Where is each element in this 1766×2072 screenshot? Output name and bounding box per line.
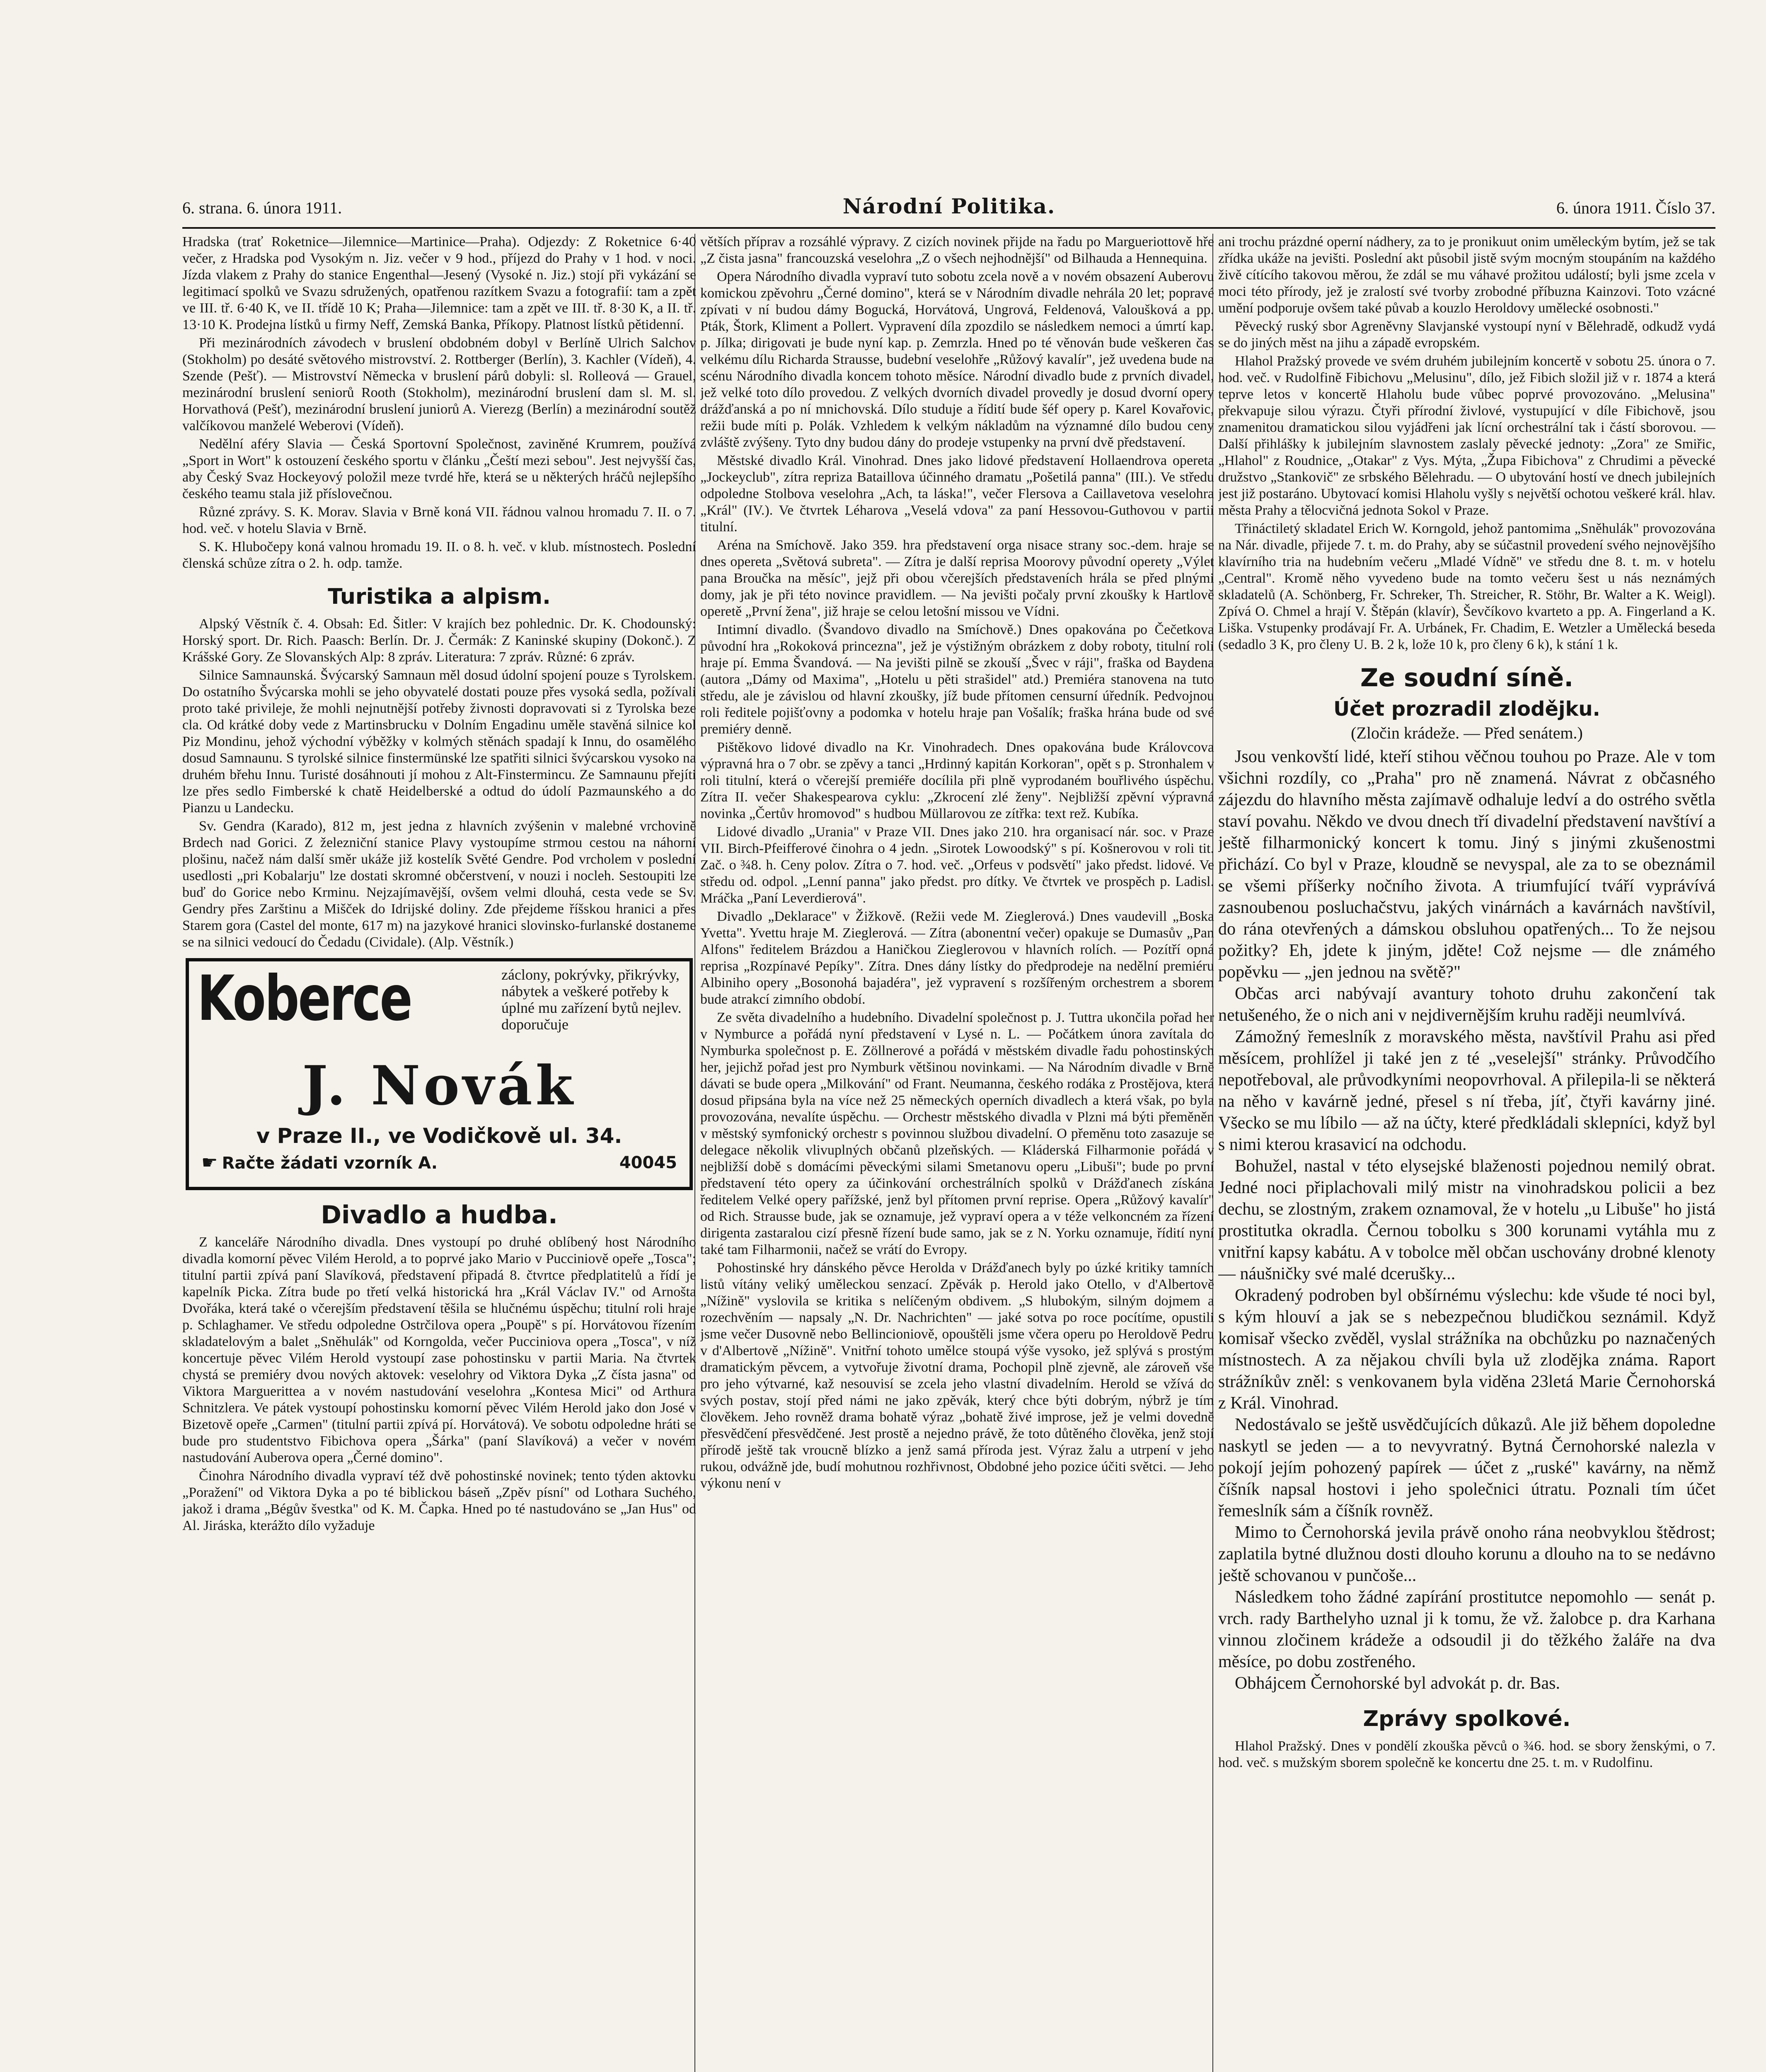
ad-headline: Koberce [197, 963, 411, 1035]
article-paragraph: Při mezinárodních závodech v bruslení obdobném dobyl v Berlíně Ulrich Salchov (Stokholm) po desáté světového mistrovství. 2. Rottberger (Berlín), 3. Kachler (Vídeň), 4. Szende (Pešť). — Mistrovství Německa v bruslení párů dobyli: sl. Rolleová — Grauel, mezinárodní bruslení seniorů Rooth (Stokholm), mezinárodní bruslení dam sl. M. sl. Horvathová (Pešť), mezinárodní bruslení juniorů A. Vierezg (Berlín) a mezinárodní soutěž valčíkovou manželé Weberovi (Vídeň). [182, 335, 696, 433]
column-2 [700, 234, 1214, 2072]
header-issue-number: 6. února 1911. Číslo 37. [1556, 198, 1715, 217]
article-paragraph: Obhájcem Černohorské byl advokát p. dr. Bas. [1235, 1674, 1560, 1693]
article-paragraph: Opera Národního divadla vypraví tuto sobotu zcela nově a v novém obsazení Auberovu komickou zpěvohru „Černé domino", která se v Národním divadle nehrála 20 let; popravé zpívati v ní budou dámy Bogucká, Horvátová, Ungrová, Feldenová, Valoušková a pp. Pták, Štork, Kliment a Pollert. Vypravení díla zpozdilo se následkem nemoci a úmrtí kap. p. Jílka; dirigovati je bude nyní kap. p. Zemrzla. Hned po té věnován bude veškeren čas velkému dílu Richarda Strausse, budební veselohře „Růžový kavalír", jež uvedena bude na scénu Národního divadla koncem tohoto měsíce. Národní divadlo bude z prvních divadel, jež velké toto dílo provedou. Z velkých dvorních divadel provedly je dosud dvorní opery drážďanská a po ní mnichovská. Dílo studuje a řídití bude šéf opery p. Karel Kovařovic, režii bude míti p. Polák. Vzhledem k velkým nákladům na významné dílo budou ceny zvláště zvýšeny. Tyto dny budou dány do prodeje vstupenky na první dvě představení. [700, 269, 1214, 450]
article-paragraph: Divadlo „Deklarace" v Žižkově. (Režii vede M. Zieglerová.) Dnes vaudevill „Boska Yvetta". Yvettu hraje M. Zieglerová. — Zítra (abonentní večer) opakuje se Dumasův „Pan Alfons" ředitelem Brázdou a Haničkou Zieglerovou v hlavních rolích. — Pozítří opná reprisa „Rozpínavé Pepíky". Zítra. Dnes dány lístky do předprodeje na nedělní premiéru Albiniho opery „Bosonohá bajadéra", jež vypravení s rozšířeným orchestrem a sborem bude atrakcí zimního období. [700, 909, 1214, 1007]
article-paragraph: Silnice Samnaunská. Švýcarský Samnaun měl dosud údolní spojení pouze s Tyrolskem. Do ostatního Švýcarska mohli se jeho obyvatelé dostati pouze přes vysoká sedla, požívali proto také privileje, že mohli nejnutnější potřeby živnosti dopravovati si z Tyrolska beze cla. Od krátké doby vede z Martinsbrucku v Dolním Engadinu uměle stavěná silnice kol Piz Mondinu, jehož východní výběžky v kolmých stěnách spadají k Innu, do osamělého dosud Samnaunu. S tyrolské silnice finstermünské lze spatřiti silnici švýcarskou vysoko na druhém břehu Innu. Turisté dosáhnouti jí mohou z Alt-Finstermincu. Ze Samnaunu přejíti lze přes sedlo Fimberské k chatě Heidelberské a odtud do údolí Pazmaunského a do Pianzu u Landecku. [182, 668, 696, 816]
article-paragraph: Pěvecký ruský sbor Agreněvny Slavjanské vystoupí nyní v Bělehradě, odkudž vydá se do jiných měst na jihu a západě evropském. [1218, 319, 1715, 351]
header-rule [182, 227, 1715, 229]
article-paragraph: Pohostinské hry dánského pěvce Herolda v Drážďanech byly po úzké kritiky tamních listů vítány veliký uměleckou senzací. Zpěvák p. Herold jako Otello, v d'Albertově „Nížině" vyslovila se kritika s nelíčeným obdivem. „S hlubokým, silným dojmem a rozechvěním — napsaly „N. Dr. Nachrichten" — jaké sotva po roce pocítíme, opustili jsme večer Dusovně nebo Bellincioniově, opouštěli jsme včera operu po Heroldově Pedru v d'Albertově „Nížině". Vnitřní tohoto umělce stoupá výše vysoko, jež splývá s prostým dramatickým pěvcem, a vytvořuje životní drama, Pochopil plně zjevně, ale zároveň vše pro jeho výtvarné, kaž nesouvisí se zcela jeho vlastní divadelním. Herold se vžívá do svých postav, stojí před námi ne jako zpěvák, který chce býti dobrým, nýbrž je tím člověkem. Jeho rovněž drama bohatě výraz „bohatě živé improse, jež je velmi dovedně přesvědčení přesvědčené. Jest prostě a nejedno právě, že toto důtěného člověka, jenž stojí přírodě ještě tak vroucně blízko a jenž samá příroda jest. Výraz žalu a utrpení v jeho rukou, odvážně jde, budí mohutnou rozhřivnost, Obdobné jeho pozice účiti světci. — Jeho výkonu není v [700, 1260, 1214, 1491]
article-paragraph: Hradska (trať Roketnice—Jilemnice—Martinice—Praha). Odjezdy: Z Roketnice 6·40 večer, z Hradska pod Vysokým n. Jiz. večer v 9 hod., příjezd do Prahy v 1 hod. v noci. Jízda vlakem z Prahy do stanice Engenthal—Jesený (Vysoké n. Jiz.) stojí při vykázání se legitimací spolků ve Svazu sdružených, opatřenou razítkem Svazu a fotografií: tam a zpět ve III. tř. 6·40 K, ve II. třídě 10 K; Praha—Jilemnice: tam a zpět ve III. tř. 8·30 K, a II. tř. 13·10 K. Prodejna lístků u firmy Neff, Zemská Banka, Příkopy. Platnost lístků pětidenní. [182, 234, 696, 332]
article-paragraph: Následkem toho žádné zapírání prostitutce nepomohlo — senát p. vrch. rady Barthelyho uznal ji k tomu, že vž. žalobce p. dra Karhana vinnou zločinem krádeže a odsoudil ji do těžkého žaláře na dva měsíce, po dobu zostřeného. [1218, 1588, 1715, 1671]
ad-footer [201, 1152, 677, 1173]
article-paragraph: Bohužel, nastal v této elysejské blaženosti pojednou nemilý obrat. Jedné noci připlachovali milý mistr na vinohradskou policii a bez dechu, se zlostným, zrakem oznamoval, že v hotelu „u Libuše" ho jistá prostitutka okradla. Černou tobolku s 300 korunami vytáhla mu z vnitřní kapsy kabátu. A v tobolce měl občan uschovány drobné klenoty — náušničky své malé dcerušky... [1218, 1157, 1715, 1283]
article-paragraph: Hlahol Pražský. Dnes v pondělí zkouška pěvců o ¾6. hod. se sbory ženskými, o 7. hod. več. s mužským sborem společně ke koncertu dne 25. t. m. v Rudolfinu. [1218, 1738, 1715, 1770]
ad-description: záclony, pokrývky, přikrývky, nábytek a veškeré potřeby k úplné mu zařízení bytů nejlev. doporučuje [501, 966, 682, 1033]
article-paragraph: Hlahol Pražský provede ve svém druhém jubilejním koncertě v sobotu 25. února o 7. hod. več. v Rudolfině Fibichovu „Melusinu", dílo, jež Fibich složil již v r. 1874 a která teprve letos v koncertě Hlaholu bude vůbec poprvé provozováno. „Melusina" překvapuje silou výrazu. Čtyři přírodní živlové, vystupující v díle Fibichově, jsou znamenitou dramatickou silou vyjádřeni jak lícní orchestrální tak i částí sborovou. — Další přihlášky k jubilejním slavnostem zaslaly pěvecké jednoty: „Zora" ze Smiřic, „Hlahol" z Roudnice, „Otakar" z Vys. Mýta, „Župa Fibichova" z Chrudimi a pěvecké družstvo „Stankovič" ze srbského Bělehradu. — O ubytování hostí ve dnech jubilejních jest již postaráno. Ubytovací komisi Hlaholu vyšly s největší ochotou veškeré král. hlav. města Prahy a tělocvičná jednota Sokol v Praze. [1218, 353, 1715, 518]
advertisement-koberce [186, 958, 693, 1190]
article-paragraph: Třináctiletý skladatel Erich W. Korngold, jehož pantomima „Sněhulák" provozována na Nár. divadle, přijede 7. t. m. do Prahy, aby se súčastnil provedení svého nejnovějšího klavírního tria na hudebním večeru „Mladé Vídně" ve středu dne 8. t. m. v hotelu „Central". Kromě něho vyvedeno bude na tomto večeru šest u nás neznámých skladatelů (A. Schönberg, Fr. Schreker, Th. Streicher, R. Stöhr, Br. Walter a K. Weigl). Zpívá O. Chmel a hrají V. Štěpán (klavír), Ševčíkovo kvarteto a pp. A. Fingerland a K. Liška. Vstupenky prodávají Fr. A. Urbánek, Fr. Chadim, E. Wetzler a Umělecká beseda (sedadlo 3 K, pro členy U. B. 2 k, lože 10 k, pro členy 6 k), k stání 1 k. [1218, 521, 1715, 652]
article-paragraph: Alpský Věstník č. 4. Obsah: Ed. Šitler: V krajích bez pohlednic. Dr. K. Chodounský: Horský sport. Dr. Rich. Paasch: Berlín. Dr. J. Čermák: Z Kaninské skupiny (Dokonč.). Z Krášské Gory. Ze Slovanských Alp: 8 zpráv. Literatura: 7 zpráv. Různé: 6 zpráv. [182, 616, 696, 665]
article-subheading: (Zločin krádeže. — Před senátem.) [1351, 724, 1583, 742]
header-page-date: 6. strana. 6. února 1911. [182, 198, 342, 217]
section-title-clubs: Zprávy spolkové. [1363, 1706, 1571, 1731]
ad-company-name: J. Novák [302, 1054, 576, 1117]
column-1 [182, 234, 696, 2072]
article-paragraph: Z kanceláře Národního divadla. Dnes vystoupí po druhé oblíbený host Národního divadla komorní pěvec Vilém Herold, a to poprvé jako Mario v Pucciniově opeře „Tosca"; titulní partii zpívá paní Slavíková, představení připadá 8. čtvrtce předplatitelů a řídí je kapelník Picka. Zítra bude po třetí velká historická hra „Král Václav IV." od Arnošta Dvořáka, která také o včerejším představení těšila se hlučnému úspěchu; titulní roli hraje p. Schlaghamer. Ve středu odpoledne Ostrčilova opera „Poupě" s pí. Horvátovou řízením skladatelovým a balet „Sněhulák" od Korngolda, večer Pucciniova opera „Tosca", v níž koncertuje pěvec Vilém Herold vystoupí zase pohostinsku v partii Maria. Na čtvrtek chystá se premiéry dvou nových aktovek: veselohry od Viktora Dyka „Z čísta jasna" od Viktora Marguerittea a v novém nastudování veselohra „Kontesa Mici" od Arthura Schnitzlera. Ve pátek vystoupí pohostinsku komorní pěvec Vilém Herold jako don José v Bizetově opeře „Carmen" (titulní partii zpívá pí. Horvátová). Ve sobotu odpoledne hráti se bude pro studentstvo Fibichova opera „Šárka" (paní Slavíková) a večer v novém nastudování Auberova opera „Černé domino". [182, 1234, 696, 1465]
article-paragraph: Nedostávalo se ještě usvědčujících důkazů. Ale již během dopoledne naskytl se jeden — a to nevyvratný. Bytná Černohorské nalezla v pokojí jejím pohozený papírek — účet z „ruské" kavárny, na němž číšník napsal hostovi i jeho společnici útratu. Poznali tím účet řemeslník sám a číšník rovněž. [1218, 1415, 1715, 1520]
article-headline: Účet prozradil zlodějku. [1333, 697, 1600, 721]
article-paragraph: Aréna na Smíchově. Jako 359. hra představení orga nisace strany soc.-dem. hraje se dnes opereta „Světová subreta". — Zítra je další reprisa Moorovy původní operety „Výlet pana Broučka na měsíc", jejž při obou včerejších představeních hrála se před plnými domy, jak je při této novince pravidlem. — Na jevišti počaly první zkoušky k Hartlově operetě „První žena", již hraje se celou letošní missou ve Vídni. [700, 537, 1214, 619]
column-3 [1218, 234, 1715, 2072]
article-paragraph: Lidové divadlo „Urania" v Praze VII. Dnes jako 210. hra organisací nár. soc. v Praze VII. Birch-Pfeifferové činohra o 4 jedn. „Sirotek Lowoodský" s pí. Košnerovou v roli tit. Zač. o ¾8. h. Ceny polov. Zítra o 7. hod. več. „Orfeus v podsvětí" jako předst. lidové. Ve středu od. odpol. „Lenní panna" jako předst. pro dítky. Ve čtvrtek ve prospěch p. Ladisl. Mráčka „Paní Leverdierová". [700, 824, 1214, 906]
article-paragraph: větších příprav a rozsáhlé výpravy. Z cizích novinek přijde na řadu po Margueriottově hře „Z čista jasna" francouzská veselohra „Z o všech nejhodnější" od Bilhauda a Hennequina. [700, 234, 1214, 266]
ad-reference-number: 40045 [619, 1153, 677, 1172]
article-paragraph: Okradený podroben byl obšírnému výslechu: kde všude té noci byl, s kým hlouví a jak se s nebezpečnou bludičkou seznámil. Když komisař všecko zvěděl, vyslal strážníka na obchůzku po naznačených místnostech. A za nějakou chvíli byla už zlodějka známa. Raport strážníkův zněl: s venkovanem byla viděna 23letá Marie Černohorská z Král. Vinohrad. [1218, 1286, 1715, 1413]
article-paragraph: Různé zprávy. S. K. Morav. Slavia v Brně koná VII. řádnou valnou hromadu 7. II. o 7. hod. več. v hotelu Slavia v Brně. [182, 504, 696, 536]
ad-footer-left [201, 1152, 438, 1173]
pointing-hand-icon: ☛ [201, 1152, 218, 1173]
ad-catalog-request: Račte žádati vzorník A. [222, 1154, 438, 1173]
section-title-court: Ze soudní síně. [1360, 663, 1574, 692]
article-paragraph: Zámožný řemeslník z moravského města, navštívil Prahu asi před měsícem, prohlížel ji také jen z té „veselejší" stránky. Průvodčího nepotřeboval, ale průvodkyními neopovrhoval. A přilepila-li se některá na něho v kavárně jedné, přesel s ní třeba, jíť, čtyři kavárny jiné. Všecko se mu líbilo — až na účty, které předkládali sklepníci, když byl s nimi kterou krasavicí na odchodu. [1218, 1027, 1715, 1154]
section-title-tourism: Turistika a alpism. [328, 584, 551, 609]
newspaper-title: Národní Politika. [842, 194, 1056, 218]
article-paragraph: Městské divadlo Král. Vinohrad. Dnes jako lidové představení Hollaendrova opereta „Jockeyclub", zítra repriza Bataillova účinného dramatu „Pošetilá panna" (III.). Ve středu odpoledne Stolbova veselohra „Ach, ta láska!", večer Flersova a Caillavetova veselohra „Král" (IV.). Ve čtvrtek Léharova „Veselá vdova" za paní Hessovou-Guthovou v partii titulní. [700, 453, 1214, 535]
page-header [182, 194, 1715, 224]
article-paragraph: Občas arci nabývají avantury tohoto druhu zakončení tak netušeného, že o nich ani v nejdivernějším kruhu raději neumlvívá. [1218, 984, 1715, 1025]
article-paragraph: Intimní divadlo. (Švandovo divadlo na Smíchově.) Dnes opakována po Čečetkova původní hra „Rokoková princezna", jež je výstižným obrázkem z doby roboty, titulní roli hraje pí. Emma Švandová. — Na jevišti pilně se zkouší „Švec v ráji", fraška od Baydena (autora „Dámy od Maxima", „Hotelu u pěti strašidel" atd.) Premiéra stanovena na tuto středu, ale je závislou od hlavní zkoušky, jíž bude přítomen censurní úředník. Pedvojnou roli ředitele pojišťovny a podomka v hotelu hraje pan Vošalík; fraška hrána bude od své premiéry denně. [700, 622, 1214, 737]
article-paragraph: Pištěkovo lidové divadlo na Kr. Vinohradech. Dnes opakována bude Královcova výpravná hra o 7 obr. se zpěvy a tanci „Hrdinný kapitán Korkoran", opět s p. Stronhalem v roli titulní, která o včerejší premiéře docílila při plně vyprodaném bouřlivého úspěchu. Zítra II. večer Shakespearova cyklu: „Zkrocení zlé ženy". Nejbližší zpěvní výpravná novinka „Čertův hromovod" s hudbou Müllarovou ze zítřka: text rež. Kubíka. [700, 740, 1214, 821]
article-paragraph: Nedělní aféry Slavia — Česká Sportovní Společnost, zaviněné Krumrem, používá „Sport in Wort" k ostouzení českého sportu v článku „Čeští mezi sebou". Jest nejvyšší čas, aby Český Svaz Hockeyový položil meze tvrdé hře, která se u některých hráčů nejlepšího českého teamu stala již příslovečnou. [182, 436, 696, 501]
article-paragraph: Ze světa divadelního a hudebního. Divadelní společnost p. J. Tuttra ukončila pořad her v Nymburce a pořádá nyní představení v Lysé n. L. — Počátkem února zavítala do Nymburka společnost p. E. Zöllnerové a pořádá v městském divadle řadu pohostinských her, jejichž pořad jest pro Nymburk většinou novinkami. — Na Národním divadle v Brně dávati se bude opera „Milkování" od Frant. Neumanna, českého rodáka z Prostějova, která dosud připsána byla na více než 25 německých operních divadlech a která však, po byla provozována, nevalíte úspěchu. — Orchestr městského divadla v Plzni má býti přeměněn v městský symfonický orchestr s povinnou službou divadelní. O přeměnu toto zasazuje se delegace několik vlivuplných občanů plzeňských. — Kláderská Filharmonie pořádá v nejbližší době s domácími pěveckými silami Smetanovu operu „Libuši"; bude po první představení této opery za účinkování orchestrálních spolků v Drážďanech získána ředitelem Velké opery pařížské, jenž byl přítomen první reprise. Opera „Růžový kavalír" od Rich. Strausse bude, jak se oznamuje, jež vypraví opera a v téže velkoncném za řízení dirigenta zastaralou cizí přesně řízení bude samo, jak se z N. Yorku oznamuje, řídití nyní také tam Filharmonii, načež se vrátí do Evropy. [700, 1010, 1214, 1257]
article-paragraph: Činohra Národního divadla vypraví též dvě pohostinské novinek; tento týden aktovku „Poražení" od Viktora Dyka a po té biblickou báseň „Zpěv písní" od Lothara Suchého, jakož i drama „Bégův švestka" od K. M. Čapka. Hned po té nastudováno se „Jan Hus" od Al. Jiráska, kterážto dílo vyžaduje [182, 1468, 696, 1533]
article-lead [1218, 746, 1715, 1694]
ad-address: v Praze II., ve Vodičkově ul. 34. [256, 1124, 622, 1148]
article-paragraph: Mimo to Černohorská jevila právě onoho rána neobvyklou štědrost; zaplatila bytné dlužnou dosti dlouho korunu a dlouho na to se nedávno ještě schovanou v punčoše... [1218, 1523, 1715, 1585]
article-paragraph: Jsou venkovští lidé, kteří stihou věčnou touhou po Praze. Ale v tom všichni rozdíly, co „Praha" pro ně znamená. Návrat z občasného zájezdu do hlavního města zajímavě odhaluje ledví a do ostrého světla staví povahu. Někdo ve dvou dnech tří divadelní představení navštíví a ještě filharmonický koncert k tomu. Jiný s jinými zkušenostmi přichází. Co byl v Praze, kloudně se nevyspal, ale za to se obeznámil se všemi příšerky nočního života. A triumfující tváří vyprávívá zasnoubenou posluchačstvu, jakých vinárnách a kavárnách navštívil, do rána otevřených a dámskou obsluhou opatřených... To že nejsou požitky? Eh, jdete k jiným, jděte! Což nejsme — dle známého popěvku — „jen jednou na světě?" [1218, 747, 1715, 982]
section-title-theatre: Divadlo a hudba. [321, 1201, 558, 1230]
article-paragraph: Sv. Gendra (Karado), 812 m, jest jedna z hlavních zvýšenin v malebné vrchovině Brdech nad Gorici. Z železniční stanice Plavy vystoupíme strmou cestou na náhorní plošinu, načež nám další směr ukáže již kostelík Světé Gendre. Pod vrcholem v poslední usedlosti „pri Kobalarju" lze dostati skromné občerstvení, v nouzi i nocleh. Sestoupiti lze buď do Gorice nebo Krminu. Nejzajímavější, ovšem velmi dlouhá, cesta vede se Sv. Gendry přes Zarštinu a Mišček do Idrijské doliny. Zde přejdeme říšskou hranici a přes Starem gora (Castel del monte, 617 m) na jazykové hranici slovinsko-furlanské dostaneme se na silnici vedoucí do Čedadu (Cividale). (Alp. Věstník.) [182, 818, 696, 950]
article-paragraph: S. K. Hlubočepy koná valnou hromadu 19. II. o 8. h. več. v klub. místnostech. Poslední členská schůze zítra o 2. h. odp. tamže. [182, 539, 696, 571]
article-paragraph: ani trochu prázdné operní nádhery, za to je pronikuut onim uměleckým bytím, jež se tak zřídka ukáže na jevišti. Poslední akt působil jistě svým mocným stoupáním na každého živě cítícího takovou měrou, že zdál se mu váhavé prožitou událostí; byli jsme zcela v moci této přírody, jež je zralostí své tvorby zrobodné příbuzna Kainzovi. Toto vzácné umění podporuje ovšem také půvab a kouzlo Heroldovy umělecké osobnosti." [1218, 234, 1715, 316]
